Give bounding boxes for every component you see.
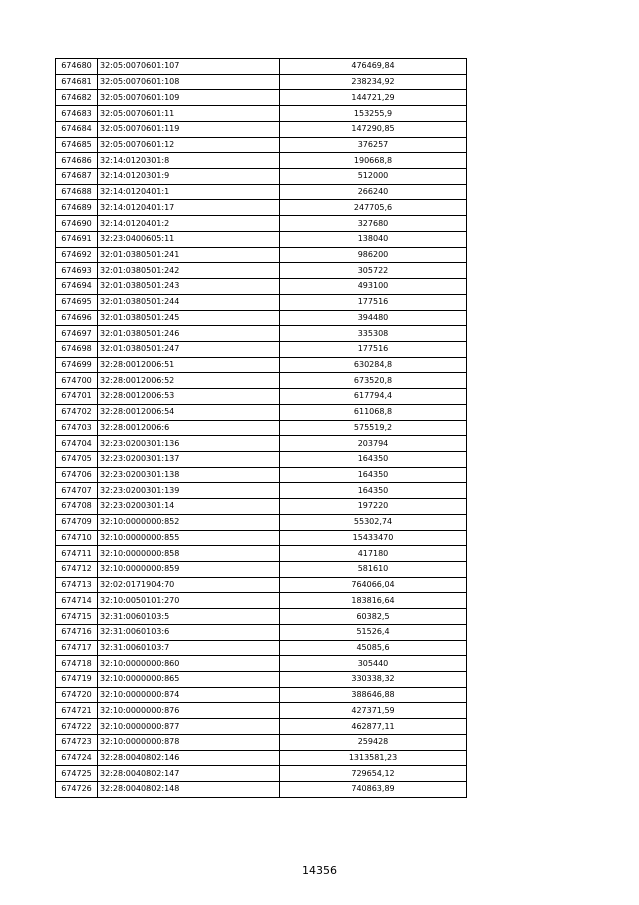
table-row — [56, 153, 467, 169]
row-id-cell: 674722 — [56, 719, 98, 735]
cadastral-number-cell: 32:14:0120301:9 — [98, 169, 280, 185]
cadastral-number-cell: 32:28:0012006:6 — [98, 420, 280, 436]
cadastral-number-cell: 32:28:0040802:146 — [98, 750, 280, 766]
cadastral-value-cell: 376257 — [280, 137, 467, 153]
table-row — [56, 766, 467, 782]
cadastral-number-cell: 32:23:0400605:11 — [98, 231, 280, 247]
table-row — [56, 530, 467, 546]
row-id-cell: 674712 — [56, 562, 98, 578]
table-row — [56, 106, 467, 122]
table-row — [56, 279, 467, 295]
table-row — [56, 59, 467, 75]
table-row — [56, 389, 467, 405]
cadastral-value-cell: 740863,89 — [280, 782, 467, 798]
cadastral-number-cell: 32:01:0380501:241 — [98, 247, 280, 263]
table-row — [56, 436, 467, 452]
table-row — [56, 404, 467, 420]
cadastral-value-cell: 259428 — [280, 734, 467, 750]
cadastral-value-cell: 15433470 — [280, 530, 467, 546]
row-id-cell: 674719 — [56, 672, 98, 688]
cadastral-value-cell: 729654,12 — [280, 766, 467, 782]
cadastral-value-cell: 611068,8 — [280, 404, 467, 420]
cadastral-number-cell: 32:10:0000000:877 — [98, 719, 280, 735]
cadastral-number-cell: 32:05:0070601:119 — [98, 121, 280, 137]
cadastral-value-cell: 164350 — [280, 467, 467, 483]
table-row — [56, 687, 467, 703]
row-id-cell: 674683 — [56, 106, 98, 122]
page-number: 14356 — [302, 864, 337, 877]
cadastral-number-cell: 32:28:0012006:54 — [98, 404, 280, 420]
row-id-cell: 674723 — [56, 734, 98, 750]
row-id-cell: 674697 — [56, 326, 98, 342]
row-id-cell: 674696 — [56, 310, 98, 326]
row-id-cell: 674721 — [56, 703, 98, 719]
row-id-cell: 674720 — [56, 687, 98, 703]
row-id-cell: 674716 — [56, 624, 98, 640]
table-row — [56, 357, 467, 373]
cadastral-number-cell: 32:23:0200301:139 — [98, 483, 280, 499]
cadastral-number-cell: 32:28:0012006:51 — [98, 357, 280, 373]
cadastral-number-cell: 32:10:0000000:860 — [98, 656, 280, 672]
cadastral-value-cell: 138040 — [280, 231, 467, 247]
cadastral-value-cell: 394480 — [280, 310, 467, 326]
table-row — [56, 514, 467, 530]
table-row — [56, 341, 467, 357]
cadastral-value-cell: 617794,4 — [280, 389, 467, 405]
cadastral-number-cell: 32:10:0000000:859 — [98, 562, 280, 578]
cadastral-number-cell: 32:05:0070601:107 — [98, 59, 280, 75]
cadastral-value-cell: 183816,64 — [280, 593, 467, 609]
table-row — [56, 420, 467, 436]
cadastral-number-cell: 32:10:0000000:874 — [98, 687, 280, 703]
row-id-cell: 674706 — [56, 467, 98, 483]
table-row — [56, 609, 467, 625]
row-id-cell: 674718 — [56, 656, 98, 672]
row-id-cell: 674691 — [56, 231, 98, 247]
row-id-cell: 674708 — [56, 499, 98, 515]
cadastral-value-cell: 177516 — [280, 294, 467, 310]
cadastral-value-cell: 238234,92 — [280, 74, 467, 90]
row-id-cell: 674725 — [56, 766, 98, 782]
table-row — [56, 451, 467, 467]
cadastral-value-cell: 335308 — [280, 326, 467, 342]
cadastral-value-cell: 764066,04 — [280, 577, 467, 593]
cadastral-value-cell: 153255,9 — [280, 106, 467, 122]
cadastral-value-cell: 266240 — [280, 184, 467, 200]
table-row — [56, 169, 467, 185]
row-id-cell: 674686 — [56, 153, 98, 169]
cadastral-value-table — [55, 58, 467, 798]
cadastral-number-cell: 32:31:0060103:7 — [98, 640, 280, 656]
row-id-cell: 674703 — [56, 420, 98, 436]
cadastral-number-cell: 32:01:0380501:244 — [98, 294, 280, 310]
table-row — [56, 184, 467, 200]
cadastral-number-cell: 32:02:0171904:70 — [98, 577, 280, 593]
cadastral-number-cell: 32:23:0200301:136 — [98, 436, 280, 452]
row-id-cell: 674680 — [56, 59, 98, 75]
table-row — [56, 640, 467, 656]
table-row — [56, 483, 467, 499]
cadastral-number-cell: 32:14:0120401:1 — [98, 184, 280, 200]
table-row — [56, 656, 467, 672]
cadastral-number-cell: 32:14:0120401:17 — [98, 200, 280, 216]
table-row — [56, 90, 467, 106]
table-row — [56, 326, 467, 342]
cadastral-value-cell: 45085,6 — [280, 640, 467, 656]
cadastral-value-cell: 476469,84 — [280, 59, 467, 75]
table-row — [56, 593, 467, 609]
table-row — [56, 782, 467, 798]
table-row — [56, 200, 467, 216]
cadastral-value-cell: 164350 — [280, 451, 467, 467]
row-id-cell: 674713 — [56, 577, 98, 593]
cadastral-number-cell: 32:01:0380501:246 — [98, 326, 280, 342]
row-id-cell: 674693 — [56, 263, 98, 279]
table-row — [56, 577, 467, 593]
cadastral-value-cell: 144721,29 — [280, 90, 467, 106]
cadastral-value-cell: 581610 — [280, 562, 467, 578]
table-row — [56, 74, 467, 90]
cadastral-value-cell: 512000 — [280, 169, 467, 185]
cadastral-value-cell: 575519,2 — [280, 420, 467, 436]
row-id-cell: 674689 — [56, 200, 98, 216]
cadastral-value-cell: 190668,8 — [280, 153, 467, 169]
table-row — [56, 231, 467, 247]
cadastral-value-cell: 493100 — [280, 279, 467, 295]
cadastral-number-cell: 32:01:0380501:243 — [98, 279, 280, 295]
row-id-cell: 674711 — [56, 546, 98, 562]
table-row — [56, 216, 467, 232]
table-body — [56, 59, 467, 798]
row-id-cell: 674717 — [56, 640, 98, 656]
cadastral-number-cell: 32:10:0000000:878 — [98, 734, 280, 750]
table-row — [56, 121, 467, 137]
cadastral-number-cell: 32:10:0000000:865 — [98, 672, 280, 688]
table-row — [56, 546, 467, 562]
cadastral-value-cell: 247705,6 — [280, 200, 467, 216]
row-id-cell: 674698 — [56, 341, 98, 357]
cadastral-number-cell: 32:05:0070601:11 — [98, 106, 280, 122]
row-id-cell: 674705 — [56, 451, 98, 467]
cadastral-number-cell: 32:23:0200301:14 — [98, 499, 280, 515]
cadastral-number-cell: 32:10:0000000:876 — [98, 703, 280, 719]
cadastral-number-cell: 32:10:0000000:855 — [98, 530, 280, 546]
table-row — [56, 703, 467, 719]
row-id-cell: 674682 — [56, 90, 98, 106]
cadastral-value-cell: 417180 — [280, 546, 467, 562]
row-id-cell: 674704 — [56, 436, 98, 452]
table-row — [56, 562, 467, 578]
row-id-cell: 674714 — [56, 593, 98, 609]
cadastral-number-cell: 32:01:0380501:247 — [98, 341, 280, 357]
cadastral-number-cell: 32:28:0040802:147 — [98, 766, 280, 782]
row-id-cell: 674692 — [56, 247, 98, 263]
cadastral-number-cell: 32:31:0060103:6 — [98, 624, 280, 640]
row-id-cell: 674681 — [56, 74, 98, 90]
row-id-cell: 674710 — [56, 530, 98, 546]
cadastral-number-cell: 32:28:0040802:148 — [98, 782, 280, 798]
row-id-cell: 674701 — [56, 389, 98, 405]
cadastral-number-cell: 32:05:0070601:12 — [98, 137, 280, 153]
cadastral-value-cell: 55302,74 — [280, 514, 467, 530]
table-row — [56, 247, 467, 263]
row-id-cell: 674688 — [56, 184, 98, 200]
cadastral-value-cell: 986200 — [280, 247, 467, 263]
table-row — [56, 624, 467, 640]
cadastral-number-cell: 32:14:0120401:2 — [98, 216, 280, 232]
cadastral-number-cell: 32:28:0012006:53 — [98, 389, 280, 405]
row-id-cell: 674699 — [56, 357, 98, 373]
row-id-cell: 674684 — [56, 121, 98, 137]
table-row — [56, 373, 467, 389]
cadastral-value-cell: 388646,88 — [280, 687, 467, 703]
table-row — [56, 750, 467, 766]
table-row — [56, 499, 467, 515]
table-row — [56, 310, 467, 326]
cadastral-value-cell: 203794 — [280, 436, 467, 452]
cadastral-value-cell: 427371,59 — [280, 703, 467, 719]
cadastral-value-cell: 305722 — [280, 263, 467, 279]
cadastral-number-cell: 32:10:0000000:858 — [98, 546, 280, 562]
cadastral-value-cell: 147290,85 — [280, 121, 467, 137]
cadastral-number-cell: 32:01:0380501:242 — [98, 263, 280, 279]
row-id-cell: 674702 — [56, 404, 98, 420]
row-id-cell: 674685 — [56, 137, 98, 153]
cadastral-value-cell: 673520,8 — [280, 373, 467, 389]
row-id-cell: 674709 — [56, 514, 98, 530]
cadastral-number-cell: 32:10:0000000:852 — [98, 514, 280, 530]
cadastral-number-cell: 32:31:0060103:5 — [98, 609, 280, 625]
cadastral-value-cell: 462877,11 — [280, 719, 467, 735]
cadastral-number-cell: 32:14:0120301:8 — [98, 153, 280, 169]
table-row — [56, 137, 467, 153]
row-id-cell: 674695 — [56, 294, 98, 310]
row-id-cell: 674707 — [56, 483, 98, 499]
table-row — [56, 294, 467, 310]
cadastral-value-cell: 177516 — [280, 341, 467, 357]
cadastral-number-cell: 32:23:0200301:137 — [98, 451, 280, 467]
table-row — [56, 467, 467, 483]
row-id-cell: 674726 — [56, 782, 98, 798]
cadastral-number-cell: 32:28:0012006:52 — [98, 373, 280, 389]
cadastral-value-cell: 1313581,23 — [280, 750, 467, 766]
row-id-cell: 674700 — [56, 373, 98, 389]
row-id-cell: 674694 — [56, 279, 98, 295]
row-id-cell: 674724 — [56, 750, 98, 766]
table-row — [56, 719, 467, 735]
cadastral-number-cell: 32:10:0050101:270 — [98, 593, 280, 609]
table-row — [56, 672, 467, 688]
cadastral-value-cell: 197220 — [280, 499, 467, 515]
table-row — [56, 263, 467, 279]
row-id-cell: 674687 — [56, 169, 98, 185]
cadastral-value-cell: 327680 — [280, 216, 467, 232]
cadastral-value-cell: 305440 — [280, 656, 467, 672]
row-id-cell: 674690 — [56, 216, 98, 232]
cadastral-number-cell: 32:23:0200301:138 — [98, 467, 280, 483]
cadastral-value-cell: 60382,5 — [280, 609, 467, 625]
cadastral-value-cell: 330338,32 — [280, 672, 467, 688]
cadastral-number-cell: 32:01:0380501:245 — [98, 310, 280, 326]
cadastral-number-cell: 32:05:0070601:108 — [98, 74, 280, 90]
cadastral-value-cell: 164350 — [280, 483, 467, 499]
table-row — [56, 734, 467, 750]
row-id-cell: 674715 — [56, 609, 98, 625]
cadastral-value-cell: 630284,8 — [280, 357, 467, 373]
cadastral-value-cell: 51526,4 — [280, 624, 467, 640]
cadastral-number-cell: 32:05:0070601:109 — [98, 90, 280, 106]
